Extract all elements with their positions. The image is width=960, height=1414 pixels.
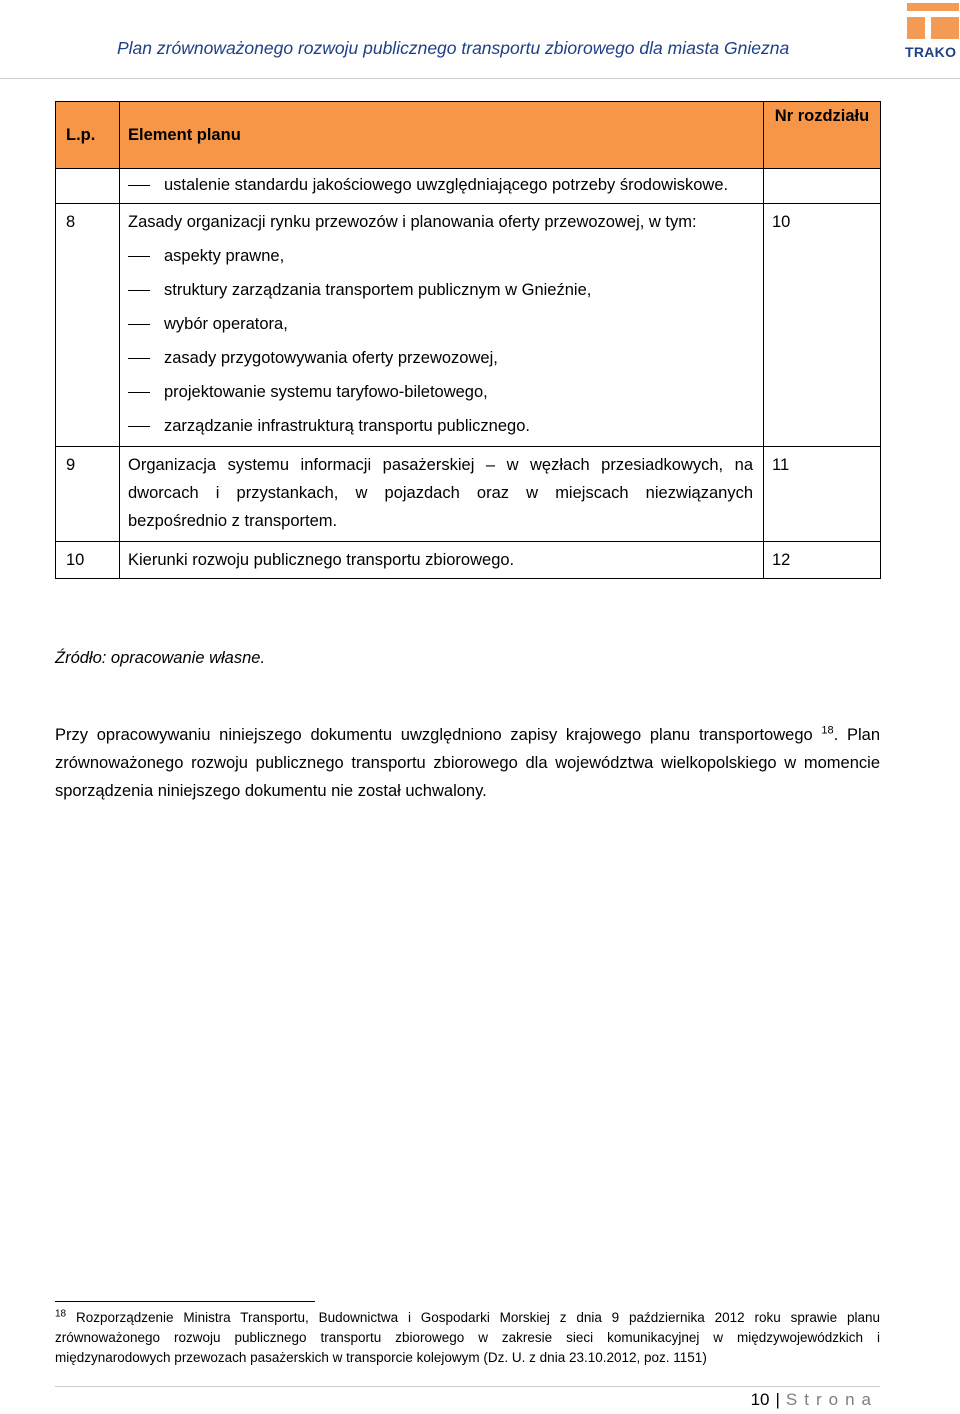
list-item: zarządzanie infrastrukturą transportu publicznego. (128, 412, 753, 440)
page-number-value: 10 (750, 1390, 770, 1409)
header-divider (0, 78, 960, 79)
row-element (120, 204, 764, 447)
page-word: Strona (785, 1390, 878, 1409)
footnote-text: Rozporządzenie Ministra Transportu, Budownictwa i Gospodarki Morskiej z dnia 9 października 2012 roku sprawie planu zrównoważonego rozwoju publicznego transportu zbiorowego w zakresie sieci komunikacyjnej w międzywojewódzkich i międzynarodowych przewozach pasażerskich w transporcie kolejowym (Dz. U. z dnia 23.10.2012, poz. 1151) (55, 1310, 880, 1365)
footer-divider (55, 1386, 880, 1387)
row-chapter: 10 (764, 204, 881, 447)
list-item: projektowanie systemu taryfowo-biletowego, (128, 378, 753, 406)
page-number-separator: | (775, 1390, 780, 1409)
document-header-title: Plan zrównoważonego rozwoju publicznego transportu zbiorowego dla miasta Gniezna (117, 38, 790, 58)
page-number (751, 1390, 878, 1410)
paragraph-text-2: . Plan zrównoważonego rozwoju publicznego transportu zbiorowego dla województwa wielkopolskiego w momencie sporządzenia niniejszego dokumentu nie został uchwalony. (55, 726, 881, 800)
plan-elements-table (55, 101, 881, 579)
row-title: Zasady organizacji rynku przewozów i planowania oferty przewozowej, w tym: (128, 213, 697, 231)
table-row (56, 169, 881, 204)
list-item: wybór operatora, (128, 310, 753, 338)
row-number (56, 169, 120, 204)
column-header-element: Element planu (120, 102, 764, 169)
footnote-number: 18 (55, 1308, 67, 1320)
table-row (56, 542, 881, 579)
row-element: Kierunki rozwoju publicznego transportu zbiorowego. (120, 542, 764, 579)
paragraph-text-1: Przy opracowywaniu niniejszego dokumentu uwzględniono zapisy krajowego planu transportowego (55, 726, 813, 744)
column-header-chapter: Nr rozdziału (764, 102, 881, 169)
row-chapter: 12 (764, 542, 881, 579)
row-number: 9 (56, 447, 120, 542)
footnote (55, 1308, 880, 1368)
table-row (56, 204, 881, 447)
footnote-divider (55, 1301, 315, 1302)
list-item: ustalenie standardu jakościowego uwzględniającego potrzeby środowiskowe. (128, 171, 753, 199)
row-chapter: 11 (764, 447, 881, 542)
list-item: aspekty prawne, (128, 242, 753, 270)
footnote-reference[interactable]: 18 (821, 724, 834, 737)
row-element: Organizacja systemu informacji pasażerskiej – w węzłach przesiadkowych, na dworcach i przystankach, w pojazdach oraz w miejscach niezwiązanych bezpośrednio z transportem. (120, 447, 764, 542)
row-element (120, 169, 764, 204)
row-number: 8 (56, 204, 120, 447)
list-item: zasady przygotowywania oferty przewozowej, (128, 344, 753, 372)
logo-text: TRAKO (905, 44, 957, 60)
column-header-lp: L.p. (56, 102, 120, 169)
row-number: 10 (56, 542, 120, 579)
table-source-note: Źródło: opracowanie własne. (55, 649, 266, 667)
list-item: struktury zarządzania transportem publicznym w Gnieźnie, (128, 276, 753, 304)
row-chapter (764, 169, 881, 204)
table-row (56, 447, 881, 542)
table-header-row (56, 102, 881, 169)
body-paragraph (55, 721, 880, 805)
trako-logo (903, 0, 960, 64)
